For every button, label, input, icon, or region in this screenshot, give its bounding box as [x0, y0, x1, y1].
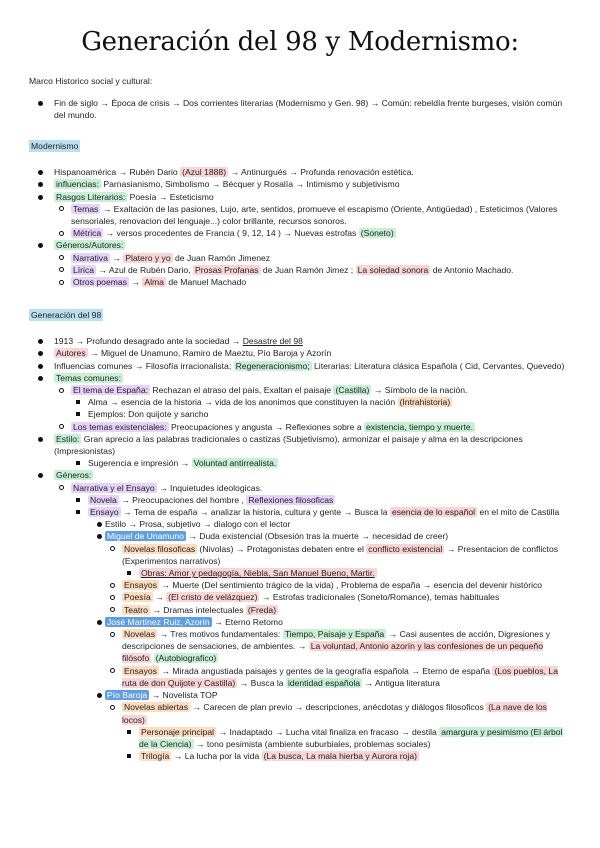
text-span: Platero y yo: [125, 252, 171, 263]
text-span: → tono pesimista (ambiente suburbiales, problemas sociales): [193, 738, 431, 749]
text-span: de Antonio Machado.: [430, 264, 514, 275]
text-span: Géneros:: [56, 470, 92, 481]
text-span: → La lucha por la vida: [171, 751, 262, 762]
text-span: Géneros/Autores:: [56, 240, 124, 251]
text-span: Ensayo: [90, 507, 119, 518]
list-item: [105, 604, 569, 616]
text-span: Voluntad antirrealista.: [193, 458, 277, 469]
list-item: [54, 252, 569, 264]
text-span: → Carecen de plan previo → descripciones, anécdotas y diálogos filosoficos: [190, 702, 487, 713]
text-span: Parnasianismo, Simbolismo → Bécquer y Rosalía → Intimismo y subjetivismo: [101, 179, 400, 190]
text-span: Ensayos: [124, 580, 157, 591]
text-span: amargura y pesimismo (El árbol de la Ciencia): [139, 726, 563, 749]
text-span: influencias:: [56, 179, 99, 190]
list-item: [54, 482, 569, 763]
text-span: → Novelista TOP: [149, 690, 218, 701]
text-span: →: [109, 252, 124, 263]
text-span: Prosas Profanas: [195, 264, 259, 275]
text-span: → Tres motivos fundamentales:: [157, 629, 283, 640]
text-span: → Azul de Rubén Dario,: [96, 264, 193, 275]
text-span: Literarias: Literatura clásica Española ( Cid, Cervantes, Quevedo): [311, 360, 565, 371]
text-span: → Exaltación de las pasiones, Lujo, arte, sentidos, promueve el escapismo (Oriente, Antigüedad) , Esteticimos (Valores sensoriales, renovacion del lenguaje...) color brillante, recursos sonoros.: [71, 203, 558, 227]
text-span: (La busca, La mala hierba y Aurora roja): [263, 751, 417, 762]
list-item: [54, 421, 569, 433]
text-span: → Inadaptado → Lucha vital finaliza en fracaso → destila: [216, 726, 440, 737]
list-item: [29, 239, 569, 288]
list-item: [105, 579, 569, 591]
text-span: Estilo:: [56, 433, 80, 444]
text-span: → Eterno Retomo: [211, 616, 283, 627]
list-item: [29, 178, 569, 190]
list-item: [88, 616, 569, 689]
text-span: Tiempo, Paisaje y España: [284, 629, 385, 640]
text-span: de Manuel Machado: [165, 277, 247, 288]
text-span: esencia de lo español: [391, 507, 476, 518]
text-span: Otros poemas: [73, 277, 127, 288]
text-span: Los temas existenciales:: [73, 421, 167, 432]
text-span: Miguel de Unamuno: [107, 531, 184, 542]
text-span: Estilo → Prosa, subjetivo → dialogo con el lector: [105, 519, 291, 530]
list-item: [29, 335, 569, 347]
text-span: → Estrofas tradicionales (Soneto/Romance), temas habituales: [259, 592, 500, 603]
text-span: (Los pueblos, La ruta de don Quijote y Castilla): [122, 665, 558, 688]
text-span: Regeneracionismo;: [235, 360, 310, 371]
text-span: Fin de siglo → Época de crisis → Dos corrientes literarias (Modernismo y Gen. 98) → Común: rebeldía frente burgeses, visión común del mundo.: [54, 98, 563, 121]
list-item: [29, 433, 569, 470]
text-span: → Inquietudes ideologicas.: [156, 482, 263, 493]
text-span: Pío Baroja: [107, 690, 148, 701]
list-item: [71, 506, 569, 762]
list-item: [88, 689, 569, 762]
text-span: Autores: [56, 348, 86, 359]
text-span: Trilogía: [141, 751, 170, 762]
text-span: Métrica: [73, 228, 102, 239]
text-span: Influencias comunes → Filosofía irracionalista;: [54, 360, 234, 371]
list-item: [29, 97, 569, 121]
text-span: 1913 → Profundo desagrado ante la sociedad →: [54, 336, 243, 347]
list-item: [122, 726, 569, 750]
text-span: Novelas abiertas: [124, 702, 189, 713]
text-span: Ejemplos: Don quijote y sancho: [88, 409, 209, 420]
modernismo-section: [29, 140, 569, 288]
gen98-section: [29, 309, 569, 762]
text-span: (Nivolas) → Protagonistas debaten entre el: [197, 543, 367, 554]
list-item: [71, 408, 569, 420]
text-span: Novelas filosoficas: [124, 543, 196, 554]
text-span: → Presentacion de conflictos (Experimentos narrativos): [122, 543, 559, 566]
marco-heading: Marco Historico social y cultural:: [29, 76, 153, 86]
text-span: Obras: Amor y pedagogía, Niebla, San Manuel Bueno, Martir.: [141, 568, 375, 579]
list-item: [29, 191, 569, 240]
list-item: [29, 166, 569, 178]
text-span: Ensayos: [124, 665, 157, 676]
list-item: [71, 494, 569, 506]
section-heading-gen98: Generación del 98: [31, 310, 102, 320]
text-span: (Freda): [247, 604, 277, 615]
list-item: [105, 591, 569, 603]
text-span: → Símbolo de la nación.: [371, 385, 468, 396]
text-span: (Azul 1888): [182, 167, 227, 178]
text-span: Rasgos Literarios:: [56, 191, 126, 202]
list-item: [54, 227, 569, 239]
text-span: → versos procedentes de Francia ( 9, 12, 14 ) → Nuevas estrofas: [103, 228, 359, 239]
text-span: en el mito de Castilla: [477, 507, 560, 518]
list-item: [105, 543, 569, 580]
text-span: → Muerte (Del sentimiento trágico de la vida) , Problema de españa → esencia del devenir histórico: [158, 580, 543, 591]
text-span: identidad española: [287, 677, 361, 688]
list-item: [29, 360, 569, 372]
text-span: →: [152, 592, 167, 603]
list-item: [54, 276, 569, 288]
page-title: Generación del 98 y Modernismo:: [81, 27, 519, 57]
text-span: de Juan Ramón Jimenez: [172, 252, 271, 263]
text-span: La soledad sonora: [357, 264, 429, 275]
text-span: Temas: [73, 203, 99, 214]
text-span: Lírica: [73, 264, 95, 275]
text-span: Sugerencia e impresión →: [88, 458, 192, 469]
text-span: → Antinurgués → Profunda renovación estética.: [228, 167, 414, 178]
text-span: conflicto existencial: [368, 543, 443, 554]
list-item: [122, 567, 569, 579]
list-item: [105, 665, 569, 689]
text-span: Narrativa: [73, 252, 108, 263]
text-span: → Duda existencial (Obsesión tras la muerte → necesidad de creer): [185, 531, 449, 542]
list-item: [71, 457, 569, 469]
text-span: → Dramas intelectuales: [149, 604, 246, 615]
text-span: → Antigua literatura: [362, 677, 440, 688]
text-span: (Autobiografico): [155, 653, 217, 664]
section-heading-modernismo: Modernismo: [31, 141, 79, 151]
text-span: Gran aprecio a las palabras tradicionales o castizas (Subjetivismo), armonizar el paisaje y alma en la descripciones (Impresionistas): [54, 433, 523, 457]
list-item: [54, 264, 569, 276]
text-span: Preocupaciones y angusta → Reflexiones sobre a: [168, 421, 365, 432]
list-item: [105, 701, 569, 762]
text-span: Desastre del 98: [242, 336, 303, 347]
text-span: existencia, tiempo y muerte.: [366, 421, 474, 432]
text-span: Personaje principal: [141, 726, 215, 737]
text-span: Poesía → Esteticismo: [127, 191, 214, 202]
text-span: (El cristo de velázquez): [168, 592, 258, 603]
list-item: [29, 347, 569, 359]
text-span: →: [128, 277, 143, 288]
text-span: (Intrahistoria): [399, 397, 451, 408]
text-span: → Casi ausentes de acción, Digresiones y descripciones de sensaciones, de ambientes. →: [122, 629, 551, 652]
list-item: [88, 518, 569, 530]
list-item: [54, 384, 569, 421]
text-span: Teatro: [124, 604, 148, 615]
text-span: → Miguel de Unamuno, Ramiro de Maeztu, Pío Baroja y Azorín: [87, 348, 332, 359]
text-span: → Tema de españa → analizar la historia, cultura y gente → Busca la: [120, 507, 390, 518]
text-span: → Mirada angustiada paisajes y gentes de la geografía española → Eterno de españa: [158, 665, 493, 676]
list-item: [54, 203, 569, 227]
marco-section: [29, 75, 569, 122]
list-item: [29, 372, 569, 433]
text-span: de Juan Ramón Jimez ;: [260, 264, 356, 275]
text-span: Hispanoamérica → Rubén Dario: [54, 167, 181, 178]
text-span: → Preocupaciones del hombre ,: [118, 494, 247, 505]
text-span: Novela: [90, 494, 117, 505]
text-span: Reflexiones filosoficas: [248, 494, 334, 505]
text-span: → Busca la: [237, 677, 286, 688]
list-item: [122, 750, 569, 762]
list-item: [29, 469, 569, 762]
text-span: (Soneto): [360, 228, 394, 239]
text-span: Alma: [144, 277, 164, 288]
list-item: [88, 530, 569, 615]
list-item: [105, 628, 569, 665]
text-span: El tema de España:: [73, 385, 149, 396]
text-span: La voluntad, Antonio azorín y las confesiones de un pequeño filósofo: [122, 641, 543, 664]
text-span: Poesía: [124, 592, 151, 603]
text-span: Narrativa y el Ensayo: [73, 482, 155, 493]
text-span: (La nave de los locos): [122, 702, 547, 725]
list-item: [71, 396, 569, 408]
text-span: Alma → esencia de la historia → vida de los anonimos que constituyen la nación: [88, 397, 398, 408]
text-span: Novelas: [124, 629, 156, 640]
text-span: Rechazan el atraso del país, Exaltan el paisaje: [150, 385, 334, 396]
text-span: Temas comunes:: [56, 372, 121, 383]
text-span: (Castilla): [335, 385, 370, 396]
text-span: José Martínez Ruiz, Azorín: [107, 616, 210, 627]
